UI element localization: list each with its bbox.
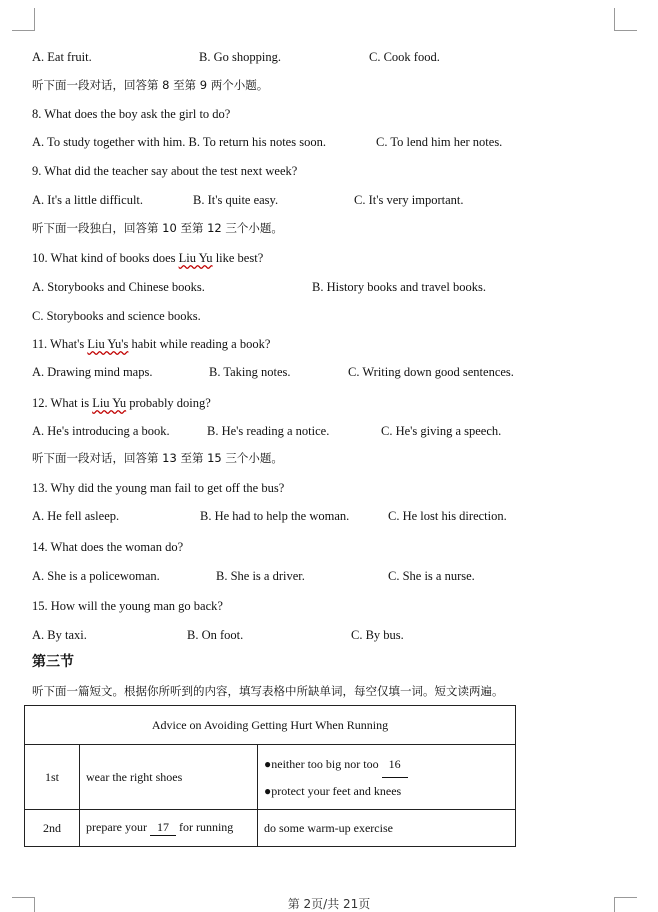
q11-option-b: B. Taking notes. — [209, 365, 291, 379]
q14-option-c: C. She is a nurse. — [388, 569, 475, 583]
q15-option-c: C. By bus. — [351, 628, 404, 642]
section-heading: 第三节 — [32, 654, 74, 670]
instruction-10-12: 听下面一段独白，回答第 10 至第 12 三个小题。 — [32, 221, 283, 235]
table-row — [25, 745, 516, 810]
q9-option-c: C. It's very important. — [354, 193, 464, 207]
q12-option-c: C. He's giving a speech. — [381, 424, 502, 438]
question-15: 15. How will the young man go back? — [32, 599, 223, 613]
q11-text-end: habit while reading a book? — [128, 337, 271, 351]
advice-text-end: for running — [178, 820, 234, 834]
table-title: Advice on Avoiding Getting Hurt When Running — [25, 706, 516, 745]
advice-cell: wear the right shoes — [80, 745, 258, 810]
q15-option-b: B. On foot. — [187, 628, 244, 642]
q8-options-ab: A. To study together with him. B. To return his notes soon. — [32, 135, 326, 149]
q14-option-b: B. She is a driver. — [216, 569, 305, 583]
q10-text-start: 10. What kind of books does — [32, 251, 179, 265]
corner-mark-top-left — [12, 8, 35, 31]
row-number: 2nd — [25, 810, 80, 847]
q11-name-spellcheck: Liu Yu's — [87, 337, 129, 351]
bullet-text: ●neither too big nor too — [264, 756, 379, 771]
q9-option-a: A. It's a little difficult. — [32, 193, 144, 207]
q13-option-b: B. He had to help the woman. — [200, 509, 350, 523]
q8-option-c: C. To lend him her notes. — [376, 135, 503, 149]
instruction-8-9: 听下面一段对话，回答第 8 至第 9 两个小题。 — [32, 78, 269, 92]
question-12 — [32, 395, 211, 411]
q10-text-end: like best? — [212, 251, 264, 265]
q13-option-c: C. He lost his direction. — [388, 509, 507, 523]
q7-option-a: A. Eat fruit. — [32, 50, 92, 64]
q12-text-end: probably doing? — [126, 396, 211, 410]
detail-cell: do some warm-up exercise — [258, 810, 516, 847]
q12-option-b: B. He's reading a notice. — [207, 424, 330, 438]
question-13: 13. Why did the young man fail to get off the bus? — [32, 481, 285, 495]
bullet-item — [264, 751, 509, 778]
q11-option-c: C. Writing down good sentences. — [348, 365, 514, 379]
q10-option-a: A. Storybooks and Chinese books. — [32, 280, 205, 294]
bullet-item: ●protect your feet and knees — [264, 783, 402, 798]
q9-option-b: B. It's quite easy. — [193, 193, 279, 207]
question-9: 9. What did the teacher say about the test next week? — [32, 164, 298, 178]
q10-option-c: C. Storybooks and science books. — [32, 309, 201, 323]
question-14: 14. What does the woman do? — [32, 540, 184, 554]
q12-name-spellcheck: Liu Yu — [92, 396, 127, 410]
q15-option-a: A. By taxi. — [32, 628, 87, 642]
q14-option-a: A. She is a policewoman. — [32, 569, 160, 583]
instruction-section-3: 听下面一篇短文。根据你所听到的内容，填写表格中所缺单词，每空仅填一词。短文读两遍。 — [32, 684, 504, 698]
table-row — [25, 810, 516, 847]
question-11 — [32, 336, 270, 352]
advice-table — [24, 705, 516, 847]
page-footer: 第 2页/共 21页 — [287, 897, 371, 911]
detail-cell — [258, 745, 516, 810]
q12-text-start: 12. What is — [32, 396, 93, 410]
q7-option-c: C. Cook food. — [369, 50, 440, 64]
answer-blank-17[interactable]: 17 — [150, 820, 176, 836]
question-8: 8. What does the boy ask the girl to do? — [32, 107, 231, 121]
row-number: 1st — [25, 745, 80, 810]
q7-option-b: B. Go shopping. — [199, 50, 281, 64]
corner-mark-top-right — [614, 8, 637, 31]
advice-cell — [80, 810, 258, 847]
q12-option-a: A. He's introducing a book. — [32, 424, 170, 438]
q10-name-spellcheck: Liu Yu — [178, 251, 213, 265]
instruction-13-15: 听下面一段对话，回答第 13 至第 15 三个小题。 — [32, 451, 283, 465]
q13-option-a: A. He fell asleep. — [32, 509, 120, 523]
question-10 — [32, 250, 263, 266]
q11-text-start: 11. What's — [32, 337, 88, 351]
q10-option-b: B. History books and travel books. — [312, 280, 486, 294]
q11-option-a: A. Drawing mind maps. — [32, 365, 153, 379]
answer-blank-16[interactable]: 16 — [382, 751, 408, 778]
advice-text-start: prepare your — [86, 820, 147, 834]
table-header-row — [25, 706, 516, 745]
